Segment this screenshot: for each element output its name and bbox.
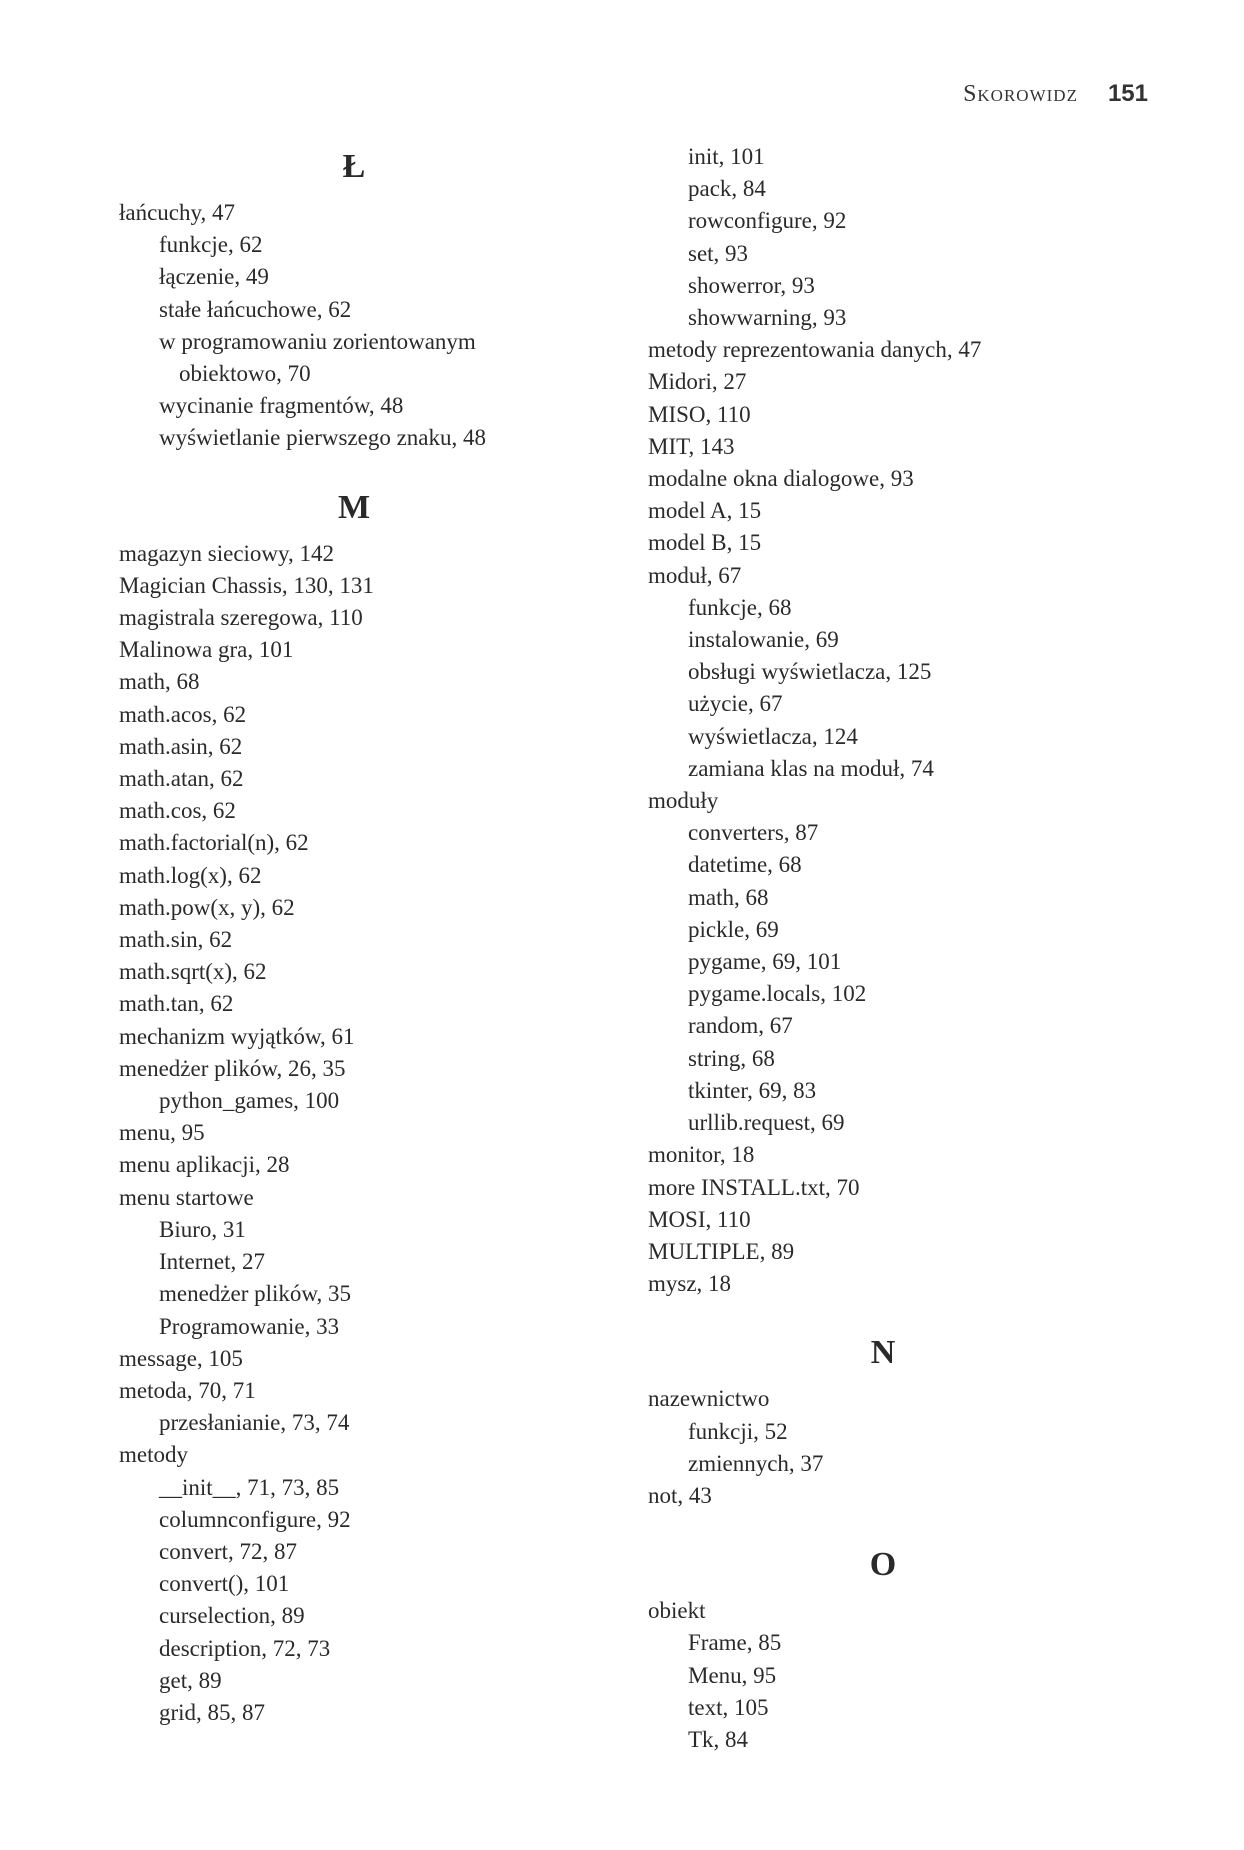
running-head-title: Skorowidz <box>963 81 1078 107</box>
index-subentry: datetime, 68 <box>688 852 802 878</box>
index-subentry: text, 105 <box>688 1694 769 1720</box>
index-entry: math.tan, 62 <box>119 991 234 1017</box>
index-subentry: pickle, 69 <box>688 916 779 942</box>
index-subentry: pack, 84 <box>688 176 766 202</box>
index-subentry: showerror, 93 <box>688 272 815 298</box>
index-subentry: zamiana klas na moduł, 74 <box>688 755 934 781</box>
index-entry: Malinowa gra, 101 <box>119 637 294 663</box>
index-subentry: tkinter, 69, 83 <box>688 1077 817 1103</box>
index-subentry: funkcje, 68 <box>688 594 792 620</box>
index-subentry: init, 101 <box>688 144 765 169</box>
index-column-left <box>119 141 589 1729</box>
index-entry: MULTIPLE, 89 <box>648 1238 795 1264</box>
index-subentry: random, 67 <box>688 1013 793 1039</box>
index-entry: metody <box>119 1442 188 1468</box>
index-subentry: columnconfigure, 92 <box>159 1506 351 1532</box>
index-subentry: python_games, 100 <box>159 1088 340 1114</box>
index-entry: math.atan, 62 <box>119 766 244 792</box>
index-subentry: przesłanianie, 73, 74 <box>159 1410 350 1436</box>
index-subentry: Menu, 95 <box>688 1662 777 1688</box>
index-subentry: stałe łańcuchowe, 62 <box>159 296 352 322</box>
index-subentry: obiektowo, 70 <box>179 361 311 387</box>
index-entry: mysz, 18 <box>648 1271 732 1297</box>
index-subentry: instalowanie, 69 <box>688 627 839 653</box>
index-subentry: Programowanie, 33 <box>159 1313 340 1339</box>
index-entry: Magician Chassis, 130, 131 <box>119 572 374 598</box>
index-subentry: description, 72, 73 <box>159 1635 331 1661</box>
index-subentry: set, 93 <box>688 240 749 266</box>
index-entry: metoda, 70, 71 <box>119 1377 256 1403</box>
index-entry: math.sqrt(x), 62 <box>119 959 267 985</box>
index-subentry: converters, 87 <box>688 820 819 846</box>
index-entry: nazewnictwo <box>648 1386 770 1412</box>
section-letter: N <box>870 1334 896 1372</box>
index-entry: math, 68 <box>119 669 200 695</box>
index-subentry: użycie, 67 <box>688 691 783 717</box>
section-letter: O <box>869 1546 897 1584</box>
index-subentry: wycinanie fragmentów, 48 <box>159 393 404 419</box>
index-entry: math.sin, 62 <box>119 927 233 953</box>
index-entry: math.factorial(n), 62 <box>119 830 309 856</box>
index-subentry: curselection, 89 <box>159 1603 305 1629</box>
index-subentry: w programowaniu zorientowanym <box>159 328 476 354</box>
index-subentry: grid, 85, 87 <box>159 1699 266 1725</box>
index-subentry: zmiennych, 37 <box>688 1450 824 1476</box>
index-entry: message, 105 <box>119 1345 243 1371</box>
index-subentry: menedżer plików, 35 <box>159 1281 352 1307</box>
index-entry: math.cos, 62 <box>119 798 236 824</box>
index-column-right <box>648 141 1118 1756</box>
index-entry: Midori, 27 <box>648 369 747 395</box>
index-entry: moduły <box>648 788 719 814</box>
index-subentry: urllib.request, 69 <box>688 1110 845 1136</box>
index-entry: math.asin, 62 <box>119 733 243 759</box>
page-number: 151 <box>1107 80 1148 107</box>
index-subentry: string, 68 <box>688 1045 775 1071</box>
index-entry: magazyn sieciowy, 142 <box>119 540 335 566</box>
index-entry: mechanizm wyjątków, 61 <box>119 1023 355 1049</box>
index-subentry: get, 89 <box>159 1667 222 1693</box>
index-subentry: wyświetlacza, 124 <box>688 723 858 749</box>
index-entry: math.log(x), 62 <box>119 862 262 888</box>
running-head <box>963 80 1148 108</box>
index-subentry: convert, 72, 87 <box>159 1538 297 1564</box>
index-entry: model A, 15 <box>648 498 762 524</box>
index-entry: obiekt <box>648 1598 706 1624</box>
section-letter: Ł <box>342 148 366 185</box>
index-entry: łańcuchy, 47 <box>119 200 236 225</box>
index-subentry: math, 68 <box>688 884 769 910</box>
index-entry: magistrala szeregowa, 110 <box>119 605 363 631</box>
index-subentry: funkcji, 52 <box>688 1418 788 1444</box>
index-entry: monitor, 18 <box>648 1142 755 1168</box>
index-entry: moduł, 67 <box>648 562 742 588</box>
index-subentry: łączenie, 49 <box>159 264 269 290</box>
index-subentry: Tk, 84 <box>688 1726 749 1752</box>
index-subentry: funkcje, 62 <box>159 232 263 258</box>
index-entry: menu, 95 <box>119 1120 205 1146</box>
section-letter: M <box>337 488 371 526</box>
index-entry: MIT, 143 <box>648 433 735 459</box>
index-entry: math.pow(x, y), 62 <box>119 894 295 920</box>
index-subentry: rowconfigure, 92 <box>688 208 847 234</box>
index-entry: MOSI, 110 <box>648 1206 751 1232</box>
index-entry: modalne okna dialogowe, 93 <box>648 466 914 492</box>
index-subentry: convert(), 101 <box>159 1571 290 1597</box>
index-entry: menedżer plików, 26, 35 <box>119 1055 346 1081</box>
index-subentry: Internet, 27 <box>159 1249 266 1275</box>
index-subentry: Biuro, 31 <box>159 1216 246 1242</box>
index-entry: model B, 15 <box>648 530 762 556</box>
index-subentry: wyświetlanie pierwszego znaku, 48 <box>159 425 487 451</box>
index-entry: more INSTALL.txt, 70 <box>648 1174 860 1200</box>
index-subentry: obsługi wyświetlacza, 125 <box>688 659 932 685</box>
index-entry: menu aplikacji, 28 <box>119 1152 290 1178</box>
index-entry: MISO, 110 <box>648 401 751 427</box>
index-entry: metody reprezentowania danych, 47 <box>648 337 982 363</box>
index-entry: menu startowe <box>119 1184 254 1210</box>
index-entry: math.acos, 62 <box>119 701 247 727</box>
index-subentry: pygame, 69, 101 <box>688 949 842 975</box>
index-subentry: pygame.locals, 102 <box>688 981 867 1007</box>
index-subentry: __init__, 71, 73, 85 <box>159 1474 340 1500</box>
index-subentry: Frame, 85 <box>688 1630 782 1656</box>
index-subentry: showwarning, 93 <box>688 305 847 331</box>
index-entry: not, 43 <box>648 1482 712 1508</box>
